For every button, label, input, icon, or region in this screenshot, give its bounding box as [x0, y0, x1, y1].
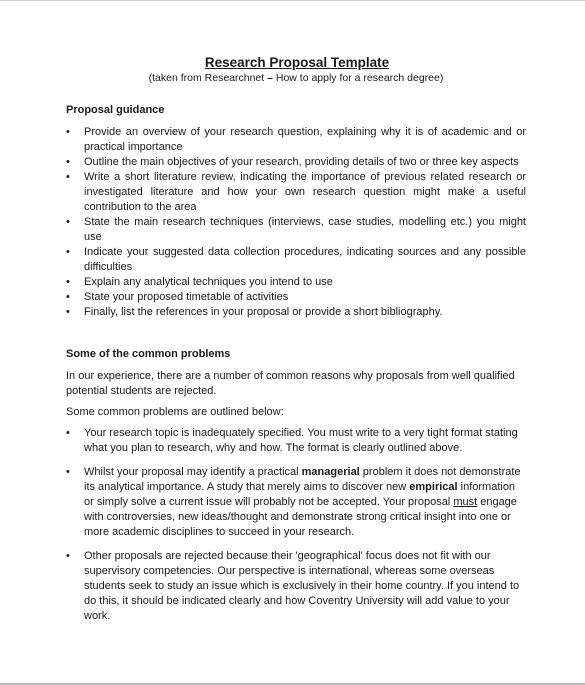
- list-item: [66, 549, 526, 624]
- bullet-icon: •: [66, 466, 70, 478]
- emphasis-must: must: [453, 496, 478, 508]
- subtitle-suffix: How to apply for a research degree): [272, 72, 444, 84]
- list-item: [66, 170, 526, 215]
- bullet-icon: •: [66, 276, 70, 288]
- guidance-item-text: Write a short literature review, indicating the importance of previous related research or investigated literature and how your own research question might make a useful contribution to the area: [84, 171, 526, 213]
- section-spacer: [66, 320, 526, 347]
- document-subtitle: [66, 71, 526, 85]
- problems-lead: Some common problems are outlined below:: [66, 406, 284, 418]
- bullet-icon: •: [66, 306, 70, 318]
- bullet-icon: •: [66, 427, 70, 439]
- emphasis-empirical: empirical: [409, 481, 458, 493]
- guidance-item-text: Provide an overview of your research question, explaining why it is of academic and or practical importance: [84, 126, 526, 153]
- list-item: [66, 155, 526, 170]
- guidance-item-text: State the main research techniques (interviews, case studies, modelling etc.) you might use: [84, 216, 526, 243]
- guidance-list: [66, 125, 526, 320]
- problem-item-text-part: problem it does not demonstrate its analytical importance. A study that merely aims to discover new: [84, 466, 521, 493]
- guidance-item-text: Finally, list the references in your proposal or provide a short bibliography.: [84, 306, 443, 318]
- bullet-icon: •: [66, 291, 70, 303]
- document-title: Research Proposal Template: [204, 55, 390, 70]
- subtitle-dash: –: [267, 72, 273, 84]
- guidance-heading: Proposal guidance: [66, 104, 165, 116]
- list-item: [66, 426, 526, 456]
- bullet-icon: •: [66, 156, 70, 168]
- guidance-item-text: Explain any analytical techniques you intend to use: [84, 276, 333, 288]
- list-item: [66, 290, 526, 305]
- bullet-icon: •: [66, 171, 70, 183]
- page-top-border: [0, 0, 585, 1]
- problems-heading: Some of the common problems: [66, 348, 231, 360]
- list-item: [66, 465, 526, 540]
- problem-item-text: Other proposals are rejected because their 'geographical' focus does not fit with our supervisory competencies. Our perspective is international, whereas some overseas students seek to study an issue which is exclusively in their home country. If you intend to do this, it should be indicated clearly and how Coventry University will add value to your work.: [84, 550, 520, 622]
- bullet-icon: •: [66, 550, 70, 562]
- list-item: [66, 275, 526, 290]
- bullet-icon: •: [66, 126, 70, 138]
- guidance-item-text: Outline the main objectives of your research, providing details of two or three key aspects: [84, 156, 519, 168]
- problem-item-text-part: Whilst your proposal may identify a practical: [84, 466, 302, 478]
- problems-intro: In our experience, there are a number of common reasons why proposals from well qualified potential students are rejected.: [66, 370, 515, 397]
- guidance-item-text: Indicate your suggested data collection procedures, indicating sources and any possible difficulties: [84, 246, 526, 273]
- list-item: [66, 305, 526, 320]
- list-item: [66, 245, 526, 275]
- problem-item-text-part: engage with controversies, new ideas/thought and demonstrate strong critical insight into one or more academic disciplines to succeed in your research.: [84, 496, 517, 538]
- problem-item-text-part: information or simply solve a current issue will probably not be accepted. Your proposal: [84, 481, 516, 508]
- list-item: [66, 215, 526, 245]
- subtitle-prefix: (taken from Researchnet: [148, 72, 268, 84]
- list-item: [66, 125, 526, 155]
- bullet-icon: •: [66, 216, 70, 228]
- emphasis-managerial: managerial: [301, 466, 360, 478]
- problem-item-text: Your research topic is inadequately specified. You must write to a very tight format stating what you plan to research, why and how. The format is clearly outlined above.: [84, 427, 518, 454]
- guidance-item-text: State your proposed timetable of activities: [84, 291, 289, 303]
- bullet-icon: •: [66, 246, 70, 258]
- problems-list: [66, 426, 526, 624]
- document-page: [66, 54, 526, 633]
